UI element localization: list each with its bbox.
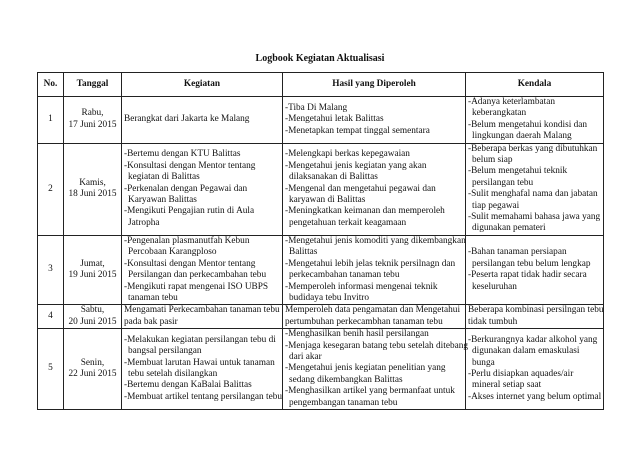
hasil-line: -Meningkatkan keimanan dan memperoleh: [285, 206, 445, 217]
row-number: 4: [38, 305, 64, 329]
cell-kendala: [466, 329, 604, 410]
row-number: 3: [38, 235, 64, 304]
cell-kendala: [466, 235, 604, 304]
kendala-line: persilangan tebu belum lengkap: [472, 258, 591, 269]
kendala-line: -Beberapa berkas yang dibutuhkan: [468, 143, 598, 154]
header-kendala: Kendala: [466, 73, 604, 97]
hasil-line: -Memperoleh informasi mengenai teknik: [285, 281, 438, 292]
kendala-line: -Belum mengetahui kondisi dan: [468, 119, 588, 130]
cell-kegiatan: [122, 305, 283, 329]
hasil-line: karyawan di Balittas: [289, 194, 366, 205]
kegiatan-line: -Perkenalan dengan Pegawai dan: [124, 183, 248, 194]
table-row: [38, 97, 604, 144]
date-day: Rabu,: [81, 108, 104, 119]
kendala-line: -Berkurangnya kadar alkohol yang: [468, 334, 598, 345]
date-date: 22 Juni 2015: [68, 369, 117, 380]
kegiatan-line: Mengamati Perkecambahan tanaman tebu: [124, 305, 280, 316]
kegiatan-line: -Konsultasi dengan Mentor tentang: [124, 160, 256, 171]
date-date: 17 Juni 2015: [68, 119, 117, 130]
row-date: [64, 305, 122, 329]
kendala-line: lingkungan daerah Malang: [472, 131, 572, 142]
kendala-line: keberangkatan: [472, 108, 527, 119]
cell-hasil: [283, 97, 466, 144]
kendala-line: -Belum mengetahui teknik: [468, 166, 568, 177]
hasil-line: -Mengetahui jenis kegiatan yang akan: [285, 160, 427, 171]
hasil-line: Balittas: [289, 247, 318, 258]
kendala-line: -Adanya keterlambatan: [468, 97, 555, 107]
kegiatan-line: Berangkat dari Jakarta ke Malang: [124, 114, 250, 125]
kendala-line: -Bahan tanaman persiapan: [468, 247, 567, 258]
date-date: 18 Juni 2015: [68, 189, 117, 200]
row-number: 1: [38, 97, 64, 144]
hasil-line: -Mengetahui jenis kegiatan penelitian yang: [285, 363, 446, 374]
hasil-line: -Menghasilkan artikel yang bermanfaat untuk: [285, 386, 455, 397]
kendala-line: digunakan dalam emaskulasi: [472, 346, 580, 357]
kendala-line: mineral setiap saat: [472, 380, 542, 391]
row-date: [64, 143, 122, 235]
kegiatan-line: Persilangan dan perkecambahan tebu: [128, 270, 267, 281]
hasil-line: -Menetapkan tempat tinggal sementara: [285, 125, 430, 136]
kendala-line: persilangan tebu: [472, 177, 534, 188]
kegiatan-line: tebu setelah disilangkan: [128, 369, 218, 380]
kegiatan-line: Percobaan Karangploso: [128, 247, 217, 258]
kegiatan-line: bangsal persilangan: [128, 346, 202, 357]
kendala-line: Beberapa kombinasi persilngan tebu: [468, 305, 604, 316]
hasil-line: sedang dikembangkan Balittas: [289, 374, 403, 385]
cell-hasil: [283, 305, 466, 329]
hasil-line: -Mengetahui lebih jelas teknik persilnagn dan: [285, 258, 456, 269]
kendala-line: bunga: [472, 357, 495, 368]
kendala-line: digunakan pemateri: [472, 223, 546, 234]
hasil-line: -Mengetahui jenis komoditi yang dikembangkan: [285, 235, 466, 246]
hasil-line: -Menghasilkan benih hasil persilangan: [285, 329, 429, 340]
cell-kegiatan: [122, 143, 283, 235]
hasil-line: -Tiba Di Malang: [285, 102, 348, 113]
date-day: Senin,: [80, 357, 105, 368]
kendala-line: -Perlu disiapkan aquades/air: [468, 369, 574, 380]
hasil-line: -Melengkapi berkas kepegawaian: [285, 149, 410, 160]
kendala-line: -Akses internet yang belum optimal: [468, 391, 602, 402]
hasil-line: -Mengetahui letak Balittas: [285, 114, 384, 125]
table-row: [38, 329, 604, 410]
hasil-line: -Mengenal dan mengetahui pegawai dan: [285, 183, 436, 194]
kegiatan-line: -Membuat larutan Hawai untuk tanaman: [124, 357, 275, 368]
cell-kegiatan: [122, 235, 283, 304]
row-date: [64, 329, 122, 410]
cell-kendala: [466, 143, 604, 235]
header-tanggal: Tanggal: [64, 73, 122, 97]
cell-kendala: [466, 305, 604, 329]
kegiatan-line: -Mengikuti Pengajian rutin di Aula: [124, 206, 255, 217]
row-number: 2: [38, 143, 64, 235]
header-hasil: Hasil yang Diperoleh: [283, 73, 466, 97]
row-date: [64, 97, 122, 144]
date-date: 20 Juni 2015: [68, 316, 117, 327]
table-header-row: [38, 73, 604, 97]
hasil-line: dari akar: [289, 351, 322, 362]
hasil-line: -Menjaga kesegaran batang tebu setelah ditebang: [285, 340, 469, 351]
table-row: [38, 143, 604, 235]
hasil-line: pengembangan tanaman tebu: [289, 397, 398, 408]
kegiatan-line: Karyawan Balittas: [128, 194, 197, 205]
kegiatan-line: -Melakukan kegiatan persilangan tebu di: [124, 334, 276, 345]
kendala-line: -Peserta rapat tidak hadir secara: [468, 270, 587, 281]
cell-hasil: [283, 235, 466, 304]
cell-kegiatan: [122, 97, 283, 144]
kegiatan-line: -Pengenalan plasmanutfah Kebun: [124, 235, 250, 246]
kendala-line: -Sulit menghafal nama dan jabatan: [468, 189, 598, 200]
row-number: 5: [38, 329, 64, 410]
logbook-table: [37, 72, 604, 410]
kegiatan-line: kegiatan di Balittas: [128, 172, 200, 183]
table-row: [38, 235, 604, 304]
cell-kendala: [466, 97, 604, 144]
hasil-line: pertumbuhan perkecambhan tanaman tebu: [285, 316, 443, 327]
kendala-line: tidak tumbuh: [468, 316, 518, 327]
kegiatan-line: pada bak pasir: [124, 316, 178, 327]
kendala-line: belum siap: [472, 155, 513, 166]
document-title: Logbook Kegiatan Aktualisasi: [255, 53, 385, 64]
hasil-line: perkecambahan tanaman tebu: [289, 270, 400, 281]
header-kegiatan: Kegiatan: [122, 73, 283, 97]
table-row: [38, 305, 604, 329]
row-date: [64, 235, 122, 304]
cell-hasil: [283, 143, 466, 235]
date-date: 19 Juni 2015: [68, 270, 117, 281]
kegiatan-line: -Konsultasi dengan Mentor tentang: [124, 258, 256, 269]
date-day: Jumat,: [80, 258, 105, 269]
date-day: Sabtu,: [80, 305, 105, 316]
kegiatan-line: -Mengikuti rapat mengenai ISO UBPS: [124, 281, 269, 292]
cell-hasil: [283, 329, 469, 410]
kendala-line: -Sulit memahami bahasa jawa yang: [468, 212, 601, 223]
kegiatan-line: tanaman tebu: [128, 292, 178, 303]
kendala-line: tiap pegawai: [472, 200, 520, 211]
kegiatan-line: -Bertemu dengan KaBalai Balittas: [124, 380, 252, 391]
hasil-line: Memperoleh data pengamatan dan Mengetahui: [285, 305, 461, 316]
hasil-line: budidaya tebu Invitro: [289, 292, 370, 303]
kegiatan-line: -Membuat artikel tentang persilangan tebu: [124, 391, 282, 402]
hasil-line: pengetahuan terkait keagamaan: [289, 217, 407, 228]
hasil-line: dilaksanakan di Balittas: [289, 172, 378, 183]
kegiatan-line: Jatropha: [128, 217, 160, 228]
kegiatan-line: -Bertemu dengan KTU Balittas: [124, 149, 241, 160]
header-no: No.: [38, 73, 64, 97]
date-day: Kamis,: [79, 177, 106, 188]
cell-kegiatan: [122, 329, 283, 410]
kendala-line: keseluruhan: [472, 281, 517, 292]
